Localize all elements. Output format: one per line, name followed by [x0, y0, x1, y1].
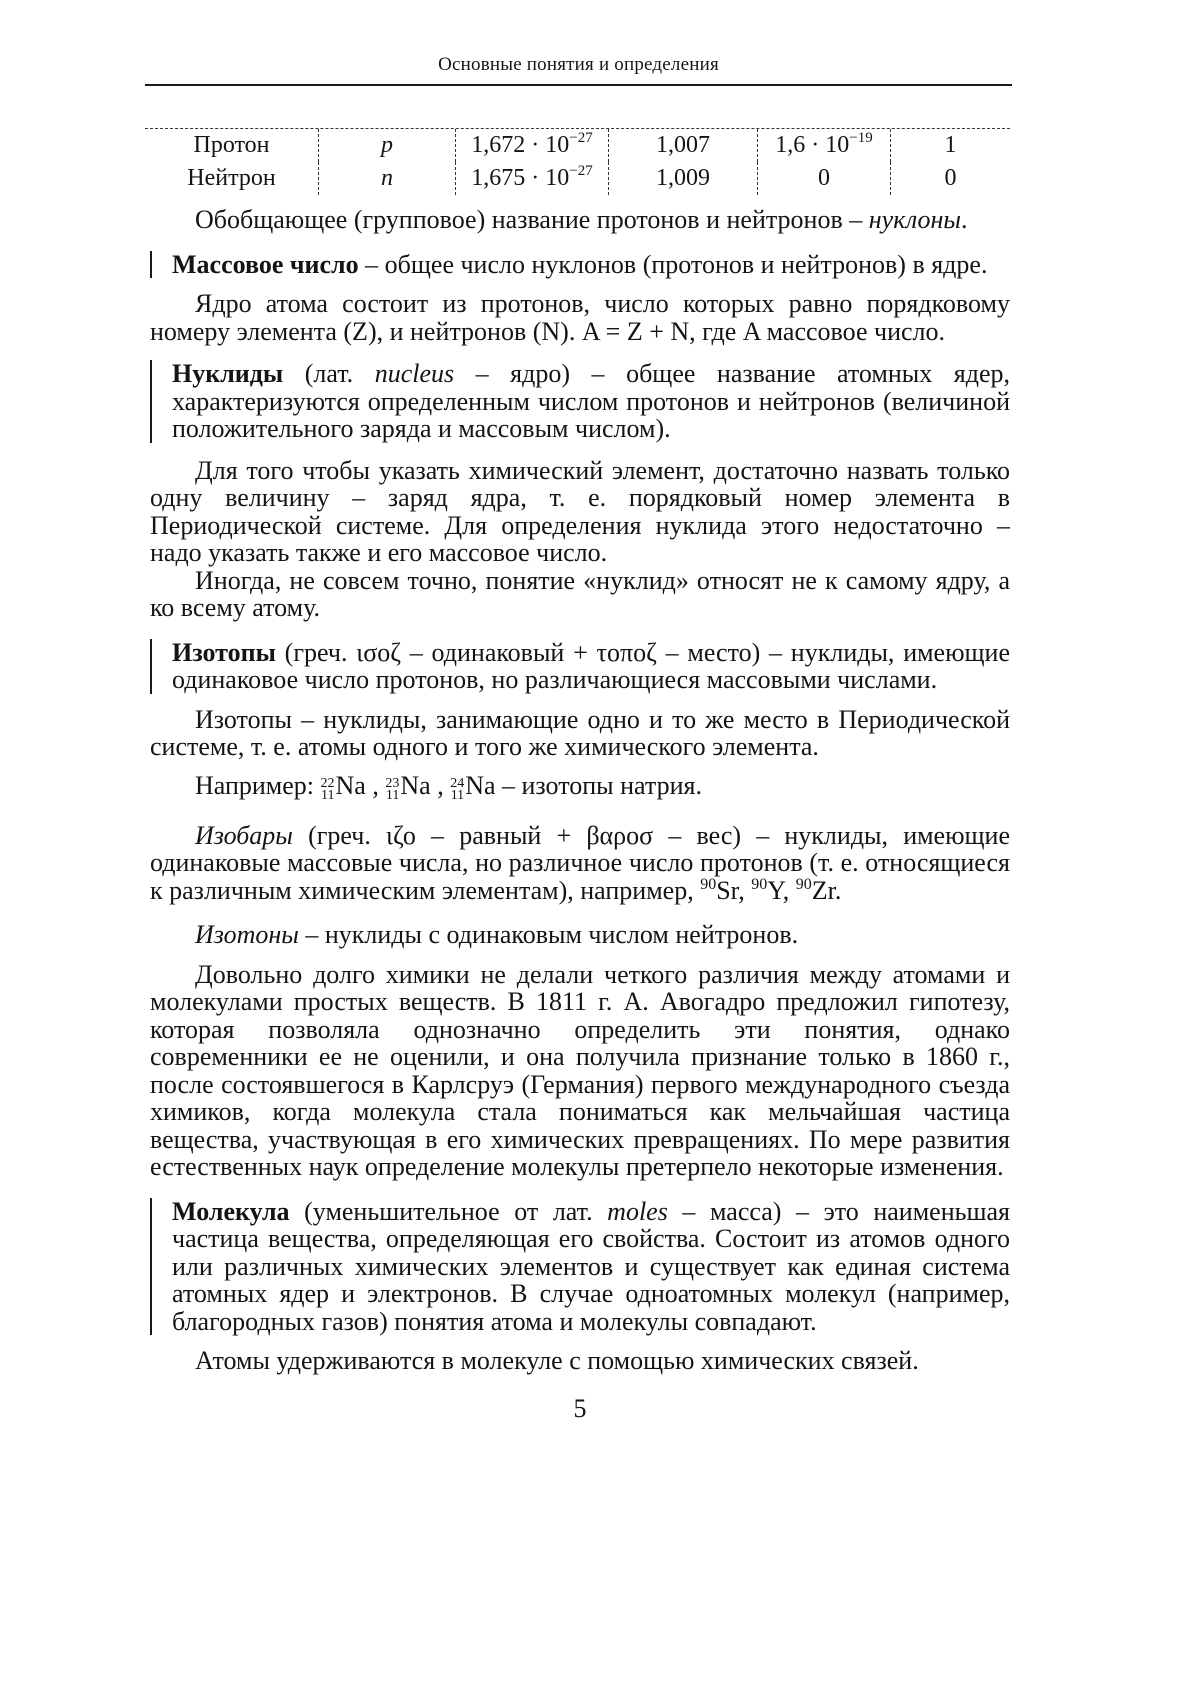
isobars-paragraph [150, 822, 1010, 905]
isotopes-text: Изотопы – нуклиды, занимающие одно и то же место в Периодической системе, т. е. атомы одного и того же химического элемента. [150, 704, 1010, 761]
sometimes-text: Иногда, не совсем точно, понятие «нуклид» относят не к самому ядру, а ко всему атому. [150, 565, 1010, 622]
particle-amu-cell: 1,009 [608, 162, 757, 195]
isobar-mass-number: 90 [795, 875, 812, 893]
nucleus-paragraph [150, 290, 1010, 345]
charge-value: 1,6 · 10 [775, 132, 850, 158]
nuclide-text: – ядро) – общее название атомных ядер, характеризуются определенным числом протонов и нейтронов (величиной положительного заряда и массовым числом). [172, 359, 1010, 443]
isotones-text: – нуклиды с одинаковым числом нейтронов. [298, 920, 799, 949]
isotope-definition [150, 639, 1010, 694]
nucleons-paragraph [150, 206, 1010, 234]
table-row [145, 129, 1010, 162]
molecule-term: Молекула [172, 1196, 290, 1226]
particle-charge-cell [757, 162, 890, 195]
particle-amu-cell: 1,007 [608, 129, 757, 162]
isotope-term: Изотопы [172, 637, 276, 667]
mass-number-term: Массовое число [172, 249, 359, 279]
nuclide-pre: (лат. [283, 359, 375, 388]
table-row [145, 162, 1010, 195]
isobars-term: Изобары [195, 820, 293, 850]
example-tail: – изотопы натрия. [495, 770, 702, 800]
isotones-term: Изотоны [195, 920, 299, 949]
nucleus-text: Ядро атома состоит из протонов, число которых равно порядковому номеру элемента (Z), и нейтронов (N). A = Z + N, где A массовое число. [150, 289, 1010, 346]
particle-mass-cell [455, 129, 608, 162]
nuclide-indices [450, 775, 465, 803]
element-text: Для того чтобы указать химический элемент, достаточно назвать только одну величину – заряд ядра, т. е. порядковый номер элемента в Периодической системе. Для определения нуклида этого недостаточно – надо указать также и его массовое число. [150, 455, 1010, 567]
isobar-separator: , [738, 875, 752, 905]
isobar-element: Zr [811, 875, 835, 905]
mass-exponent: −27 [569, 163, 593, 179]
bonds-text: Атомы удерживаются в молекуле с помощью химических связей. [195, 1346, 919, 1375]
example-paragraph [150, 772, 1010, 802]
nuclide-notation [450, 770, 496, 803]
molecule-latin: moles [607, 1196, 668, 1226]
isobar-separator: . [834, 875, 842, 905]
mass-number-text: – общее число нуклонов (протонов и нейтронов) в ядре. [358, 249, 988, 279]
charge-value: 0 [818, 165, 830, 191]
running-header: Основные понятия и определения [438, 54, 719, 75]
element-paragraph [150, 457, 1010, 567]
isotope-def-text: (греч. ισοζ – одинаковый + τοποζ – место) – нуклиды, имеющие одинаковое число протонов, но различающиеся массовыми числами. [172, 637, 1010, 694]
molecule-pre: (уменьшительное от лат. [289, 1196, 608, 1226]
bonds-paragraph [150, 1347, 1010, 1375]
isotopes-paragraph [150, 706, 1010, 761]
avogadro-text: Довольно долго химики не делали четкого различия между атомами и молекулами простых веществ. В 1811 г. А. Авогадро предложил гипотезу, которая позволяла однозначно определить эти понятия, однако современники ее не оценили, и она получила признание только в 1860 г., после состоявшегося в Карлсруэ (Германия) первого международного съезда химиков, когда молекула стала пониматься как мельчайшая частица вещества, участвующая в его химических превращениях. По мере развития естественных наук определение молекулы претерпело некоторые изменения. [150, 959, 1010, 1181]
isobar-mass-number: 90 [751, 875, 768, 893]
charge-exponent: −19 [849, 130, 873, 146]
particle-table [145, 128, 1010, 195]
atomic-number: 11 [321, 787, 335, 803]
element-symbol: Na [335, 770, 366, 800]
mass-number: 23 [385, 775, 400, 791]
isobar-element: Y [767, 875, 783, 905]
nuclide-notation [320, 770, 366, 803]
header-rule [145, 84, 1012, 86]
mass-number: 22 [320, 775, 335, 791]
isobars-text: (греч. ιζο – равный + βαροσ – вес) – нуклиды, имеющие одинаковые массовые числа, но различное число протонов (т. е. относящиеся к различным химическим элементам), например, [150, 820, 1010, 905]
isobar-element: Sr [716, 875, 739, 905]
mass-mantissa: 1,672 · 10 [471, 132, 570, 158]
particle-mass-cell [455, 162, 608, 195]
atomic-number: 11 [385, 787, 400, 803]
atomic-number: 11 [450, 787, 465, 803]
example-lead: Например: [195, 770, 321, 800]
page-number: 5 [573, 1393, 587, 1423]
particle-name-cell: Протон [193, 132, 270, 158]
particle-name-cell: Нейтрон [187, 165, 276, 191]
nucleons-end: . [961, 205, 968, 234]
element-symbol: Na [400, 770, 431, 800]
nucleons-text: Обобщающее (групповое) название протонов и нейтронов – [195, 205, 869, 234]
nucleons-term: нуклоны [868, 205, 962, 234]
element-symbol: Na [465, 770, 496, 800]
nuclide-indices [320, 775, 335, 803]
isotones-paragraph [150, 921, 1010, 949]
particle-relative-charge-cell: 0 [890, 162, 1010, 195]
page-body [150, 206, 1010, 1423]
nuclide-definition [150, 360, 1010, 443]
mass-exponent: −27 [569, 130, 593, 146]
example-separator: , [430, 770, 451, 800]
particle-relative-charge-cell: 1 [890, 129, 1010, 162]
nuclide-term: Нуклиды [172, 359, 284, 388]
molecule-text: – масса) – это наименьшая частица вещества, определяющая его свойства. Состоит из атомов одного или различных химических элементов и существует как единая система атомных ядер и электронов. В случае одноатомных молекул (например, благородных газов) понятия атома и молекулы совпадают. [172, 1196, 1010, 1336]
avogadro-paragraph [150, 961, 1010, 1181]
mass-number-definition [150, 251, 1010, 279]
molecule-definition [150, 1198, 1010, 1336]
isobar-separator: , [782, 875, 796, 905]
nuclide-notation [385, 770, 431, 803]
mass-number: 24 [450, 775, 465, 791]
sometimes-paragraph [150, 567, 1010, 622]
example-separator: , [365, 770, 386, 800]
particle-symbol-cell: p [318, 129, 455, 162]
particle-charge-cell [757, 129, 890, 162]
particle-symbol-cell: n [318, 162, 455, 195]
nuclide-indices [385, 775, 400, 803]
nuclide-latin: nucleus [374, 359, 455, 388]
mass-mantissa: 1,675 · 10 [471, 165, 570, 191]
isobar-mass-number: 90 [700, 875, 717, 893]
